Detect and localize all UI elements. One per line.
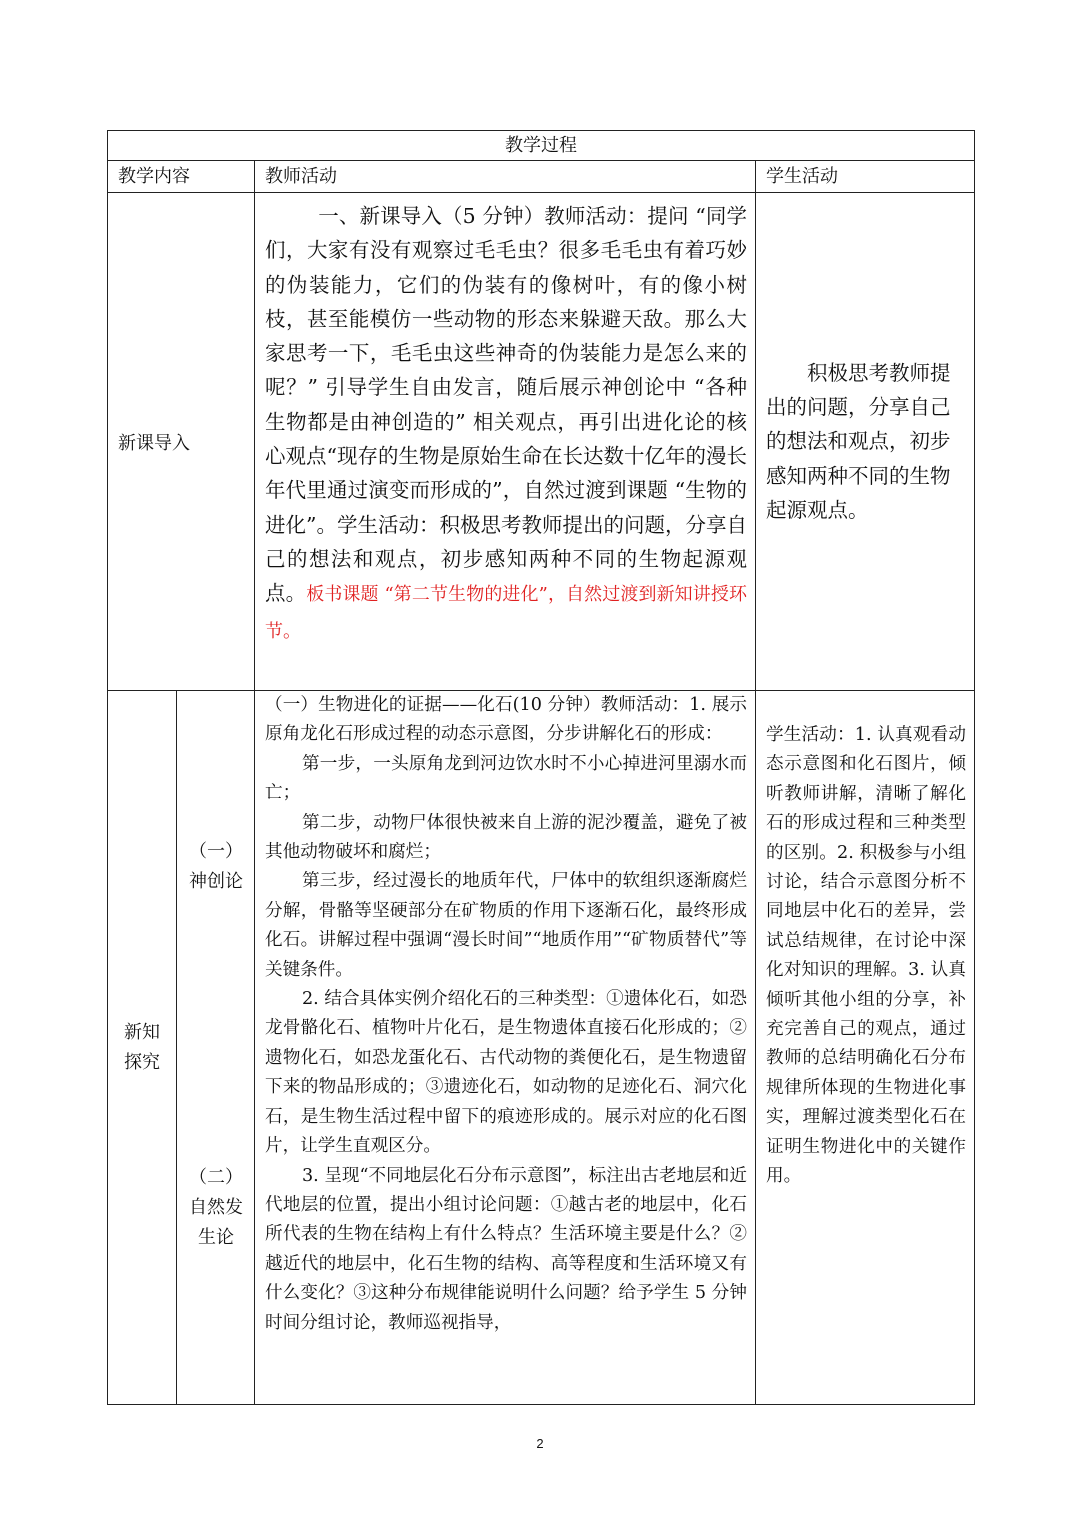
subtopic-spontaneous-number: （二）: [189, 1167, 243, 1188]
intro-label: 新课导入: [108, 193, 255, 691]
intro-student-text: 积极思考教师提出的问题，分享自己的想法和观点，初步感知两种不同的生物起源观点。: [766, 360, 951, 522]
explore-teacher-p6: 3. 呈现“不同地层化石分布示意图”，标注出古老地层和近代地层的位置，提出小组讨论问题：①越古老的地层中，化石所代表的生物在结构上有什么特点？生活环境主要是什么？②越近代的地层中，化石生物的结构、高等程度和生活环境又有什么变化？③这种分布规律能说明什么问题？给予学生 5 分钟时间分组讨论，教师巡视指导，: [265, 1165, 747, 1333]
explore-teacher-p5: 2. 结合具体实例介绍化石的三种类型：①遗体化石，如恐龙骨骼化石、植物叶片化石，是生物遗体直接石化形成的；②遗物化石，如恐龙蛋化石、古代动物的粪便化石，是生物遗留下来的物品形成的；③遗迹化石，如动物的足迹化石、洞穴化石，是生物生活过程中留下的痕迹形成的。展示对应的化石图片，让学生直观区分。: [265, 989, 747, 1157]
header-teacher-activity: 教师活动: [255, 161, 756, 193]
header-student-activity: 学生活动: [756, 161, 975, 193]
explore-teacher-cell: [255, 691, 756, 1405]
explore-teacher-p3: 第二步，动物尸体很快被来自上游的泥沙覆盖，避免了被其他动物破坏和腐烂；: [265, 812, 747, 863]
intro-teacher-text: 一、新课导入（5 分钟）教师活动：提问 “同学们，大家有没有观察过毛毛虫？很多毛毛虫有着巧妙的伪装能力，它们的伪装有的像树叶，有的像小树枝，甚至能模仿一些动物的形态来躲避天敌。那么大家思考一下，毛毛虫这些神奇的伪装能力是怎么来的呢？” 引导学生自由发言，随后展示神创论中 “各种生物都是由神创造的” 相关观点，再引出进化论的核心观点“现存的生物是原始生命在长达数十亿年的漫长年代里通过演变而形成的”，自然过渡到课题 “生物的进化”。学生活动：积极思考教师提出的问题，分享自己的想法和观点，初步感知两种不同的生物起源观点。: [265, 204, 747, 606]
explore-teacher-p4: 第三步，经过漫长的地质年代，尸体中的软组织逐渐腐烂分解，骨骼等坚硬部分在矿物质的作用下逐渐石化，最终形成化石。讲解过程中强调“漫长时间”“地质作用”“矿物质替代”等关键条件。: [265, 871, 747, 980]
subtopic-spontaneous-title-1: 自然发: [189, 1197, 243, 1218]
explore-label-line2: 探究: [124, 1051, 160, 1073]
teaching-process-table: [107, 130, 975, 1405]
subtopic-creationism: [177, 837, 255, 897]
explore-subtopics: [177, 691, 255, 1405]
subtopic-creationism-number: （一）: [189, 841, 243, 862]
intro-teacher-cell: [255, 193, 756, 691]
subtopic-spontaneous-title-2: 生论: [198, 1227, 234, 1248]
intro-student-cell: [756, 193, 975, 691]
subtopic-spontaneous-generation: [177, 1163, 255, 1253]
header-teaching-content: 教学内容: [108, 161, 255, 193]
table-title: 教学过程: [108, 131, 975, 161]
explore-row: [108, 691, 975, 1405]
explore-student-text: 学生活动：1. 认真观看动态示意图和化石图片，倾听教师讲解，清晰了解化石的形成过程和三种类型的区别。2. 积极参与小组讨论，结合示意图分析不同地层中化石的差异，尝试总结规律，在讨论中深化对知识的理解。3. 认真倾听其他小组的分享，补充完善自己的观点，通过教师的总结明确化石分布规律所体现的生物进化事实，理解过渡类型化石在证明生物进化中的关键作用。: [766, 725, 966, 1187]
explore-teacher-p2: 第一步，一头原角龙到河边饮水时不小心掉进河里溺水而亡；: [265, 753, 747, 804]
explore-label-line1: 新知: [124, 1021, 160, 1043]
intro-row: [108, 193, 975, 691]
explore-teacher-p1: （一）生物进化的证据——化石(10 分钟）教师活动：1. 展示原角龙化石形成过程的动态示意图，分步讲解化石的形成：: [265, 695, 747, 745]
intro-teacher-note: 板书课题 “第二节生物的进化”，自然过渡到新知讲授环节。: [265, 584, 748, 642]
explore-label: [108, 691, 177, 1405]
subtopic-creationism-title: 神创论: [189, 871, 243, 892]
page-number: 2: [536, 1436, 544, 1451]
explore-student-cell: [756, 691, 975, 1405]
